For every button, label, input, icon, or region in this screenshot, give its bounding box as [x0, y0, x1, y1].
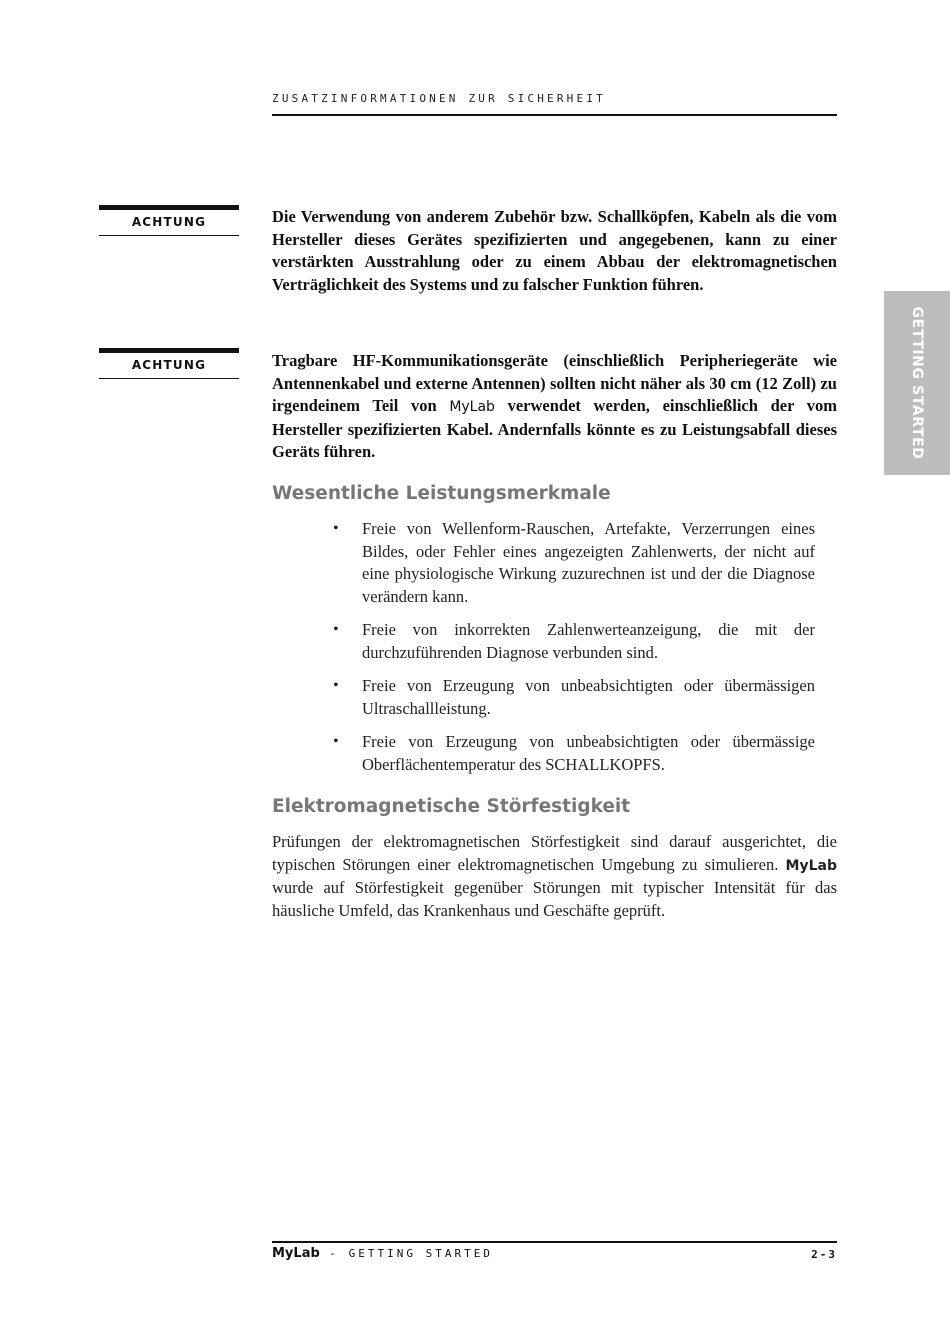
bullet-icon: • — [333, 677, 339, 694]
section-heading-performance: Wesentliche Leistungsmerkmale — [272, 483, 611, 504]
list-item-text: Freie von Erzeugung von unbeabsichtigten oder übermässige Oberflächentemperatur des SCHALLKOPFS. — [362, 732, 815, 774]
bullet-icon: • — [333, 520, 339, 537]
page-header: ZUSATZINFORMATIONEN ZUR SICHERHEIT — [272, 92, 606, 105]
footer-product: MyLab — [272, 1246, 320, 1261]
warning-text-2-part2: verwendet werden, einschließlich der vom Hersteller spezifizierten Kabel. Andernfalls könnte es zu Leistungsabfall dieses Geräts führen. — [272, 396, 837, 462]
footer-subtitle: GETTING STARTED — [348, 1247, 493, 1260]
header-rule — [272, 114, 837, 116]
warning-text-2 — [272, 350, 837, 464]
product-name: MyLab — [785, 857, 837, 874]
immunity-text-part1: Prüfungen der elektromagnetischen Störfestigkeit sind darauf ausgerichtet, die typischen Störungen einer elektromagnetischen Umgebung zu simulieren. — [272, 832, 837, 874]
warning-text-2-part1: Tragbare HF-Kommunikationsgeräte (einschließlich Peripheriegeräte wie Antennenkabel und externe Antennen) sollten nicht näher als 30 cm (12 Zoll) zu irgendeinem Teil von — [272, 351, 837, 416]
bullet-icon: • — [333, 733, 339, 750]
list-item-text: Freie von Erzeugung von unbeabsichtigten oder übermässigen Ultraschallleistung. — [362, 676, 815, 718]
immunity-text-part2: wurde auf Störfestigkeit gegenüber Störungen mit typischer Intensität für das häusliche Umfeld, das Krankenhaus und Geschäfte geprüft. — [272, 878, 837, 920]
side-tab — [884, 291, 950, 475]
footer-rule — [272, 1241, 837, 1243]
warning-label-2: ACHTUNG — [99, 348, 239, 379]
page-number: 2-3 — [811, 1248, 837, 1261]
list-item — [333, 518, 815, 608]
performance-list — [333, 518, 815, 787]
list-item — [333, 731, 815, 776]
section-heading-immunity: Elektromagnetische Störfestigkeit — [272, 796, 631, 817]
bullet-icon: • — [333, 621, 339, 638]
warning-label-1: ACHTUNG — [99, 205, 239, 236]
footer-separator: - — [319, 1247, 349, 1260]
list-item-text: Freie von inkorrekten Zahlenwerteanzeigung, die mit der durchzuführenden Diagnose verbunden sind. — [362, 620, 815, 662]
footer-title — [272, 1246, 493, 1261]
list-item-text: Freie von Wellenform-Rauschen, Artefakte, Verzerrungen eines Bildes, oder Fehler eines angezeigten Zahlenwerts, der nicht auf eine physiologische Wirkung zuzurechnen ist und der die Diagnose verändern kann. — [362, 519, 815, 606]
list-item — [333, 675, 815, 720]
product-name: MyLab — [449, 399, 495, 416]
list-item — [333, 619, 815, 664]
warning-text-1: Die Verwendung von anderem Zubehör bzw. Schallköpfen, Kabeln als die vom Hersteller dieses Gerätes spezifizierten und angegebenen, kann zu einer verstärkten Ausstrahlung oder zu einem Abbau der elektromagnetischen Verträglichkeit des Systems und zu falscher Funktion führen. — [272, 207, 837, 294]
immunity-paragraph — [272, 831, 837, 922]
side-tab-label: GETTING STARTED — [909, 306, 925, 460]
